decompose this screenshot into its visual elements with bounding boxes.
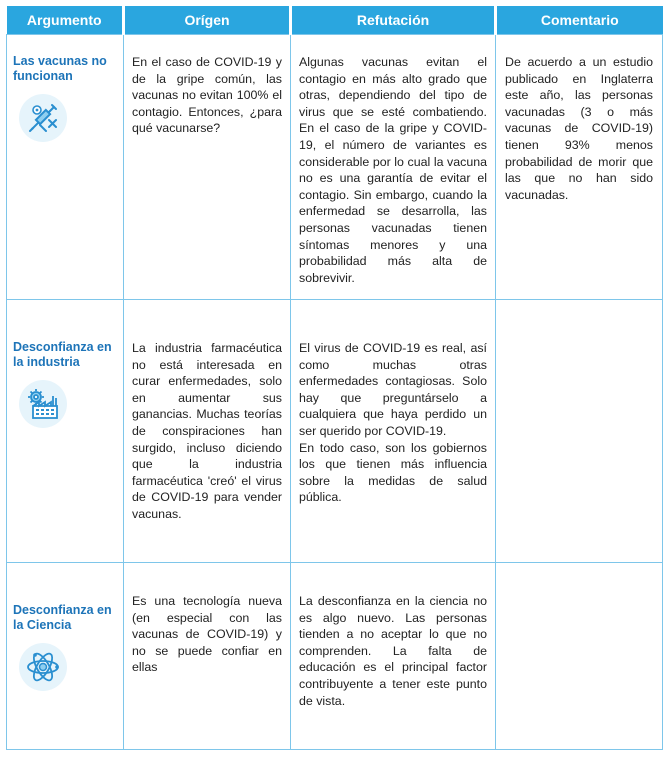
argument-cell [7, 300, 124, 563]
factory-gear-icon [19, 380, 67, 428]
header-argumento: Argumento [7, 6, 124, 35]
comentario-cell [496, 300, 663, 563]
comentario-cell [496, 563, 663, 750]
refutacion-cell [291, 35, 496, 300]
refutacion-cell [291, 300, 496, 563]
comentario-cell [496, 35, 663, 300]
refutacion-text: El virus de COVID-19 es real, así como muchas otras enfermedades contagiosas. Solo hay que preguntárselo a cualquiera que haya perdido un ser querido por COVID-19. En todo caso, son los gobiernos los que tienen más influencia sobre la medidas de salud pública. [299, 341, 487, 505]
table-row [7, 35, 663, 300]
origen-cell [124, 35, 291, 300]
origen-cell [124, 300, 291, 563]
argument-title: Desconfianza en la Ciencia [13, 603, 112, 632]
origen-text: Es una tecnología nueva (en especial con las vacunas de COVID-19) y no se puede confiar en ellas [132, 594, 282, 675]
header-row [7, 6, 663, 35]
syringe-virus-icon [19, 94, 67, 142]
argument-cell [7, 563, 124, 750]
table-row [7, 563, 663, 750]
origen-text: En el caso de COVID-19 y de la gripe común, las vacunas no evitan 100% el contagio. Entonces, ¿para qué vacunarse? [132, 55, 282, 136]
header-comentario: Comentario [496, 6, 663, 35]
refutacion-text: Algunas vacunas evitan el contagio en más alto grado que otras, dependiendo del tipo de virus que se esté combatiendo. En el caso de la gripe y COVID-19, el número de variantes es considerable por lo cual la vacuna no es una garantía de evitar el contagio. Sin embargo, cuando la enfermedad se desarrolla, las personas vacunadas tienen síntomas menores y una probabilidad más alta de sobrevivir. [299, 55, 487, 285]
argument-table [6, 6, 663, 750]
argument-cell [7, 35, 124, 300]
argument-title: Las vacunas no funcionan [13, 54, 107, 83]
header-refutacion: Refutación [291, 6, 496, 35]
table-row [7, 300, 663, 563]
refutacion-cell [291, 563, 496, 750]
origen-cell [124, 563, 291, 750]
refutacion-text: La desconfianza en la ciencia no es algo nuevo. Las personas tienden a no aceptar lo que no comprenden. La falta de educación es el principal factor contribuyente a tener este punto de vista. [299, 594, 487, 708]
comentario-text: De acuerdo a un estudio publicado en Inglaterra este año, las personas vacunadas (3 o más vacunas de COVID-19) tienen 93% menos probabilidad de morir que las que no han sido vacunadas. [505, 55, 653, 202]
atom-icon [19, 643, 67, 691]
origen-text: La industria farmacéutica no está interesada en curar enfermedades, solo en aumentar sus ganancias. Muchas teorías de conspiraciones han surgido, incluso diciendo que la industria farmacéutica 'creó' el virus de COVID-19 para vender vacunas. [132, 341, 282, 521]
argument-title: Desconfianza en la industria [13, 340, 112, 369]
header-origen: Orígen [124, 6, 291, 35]
